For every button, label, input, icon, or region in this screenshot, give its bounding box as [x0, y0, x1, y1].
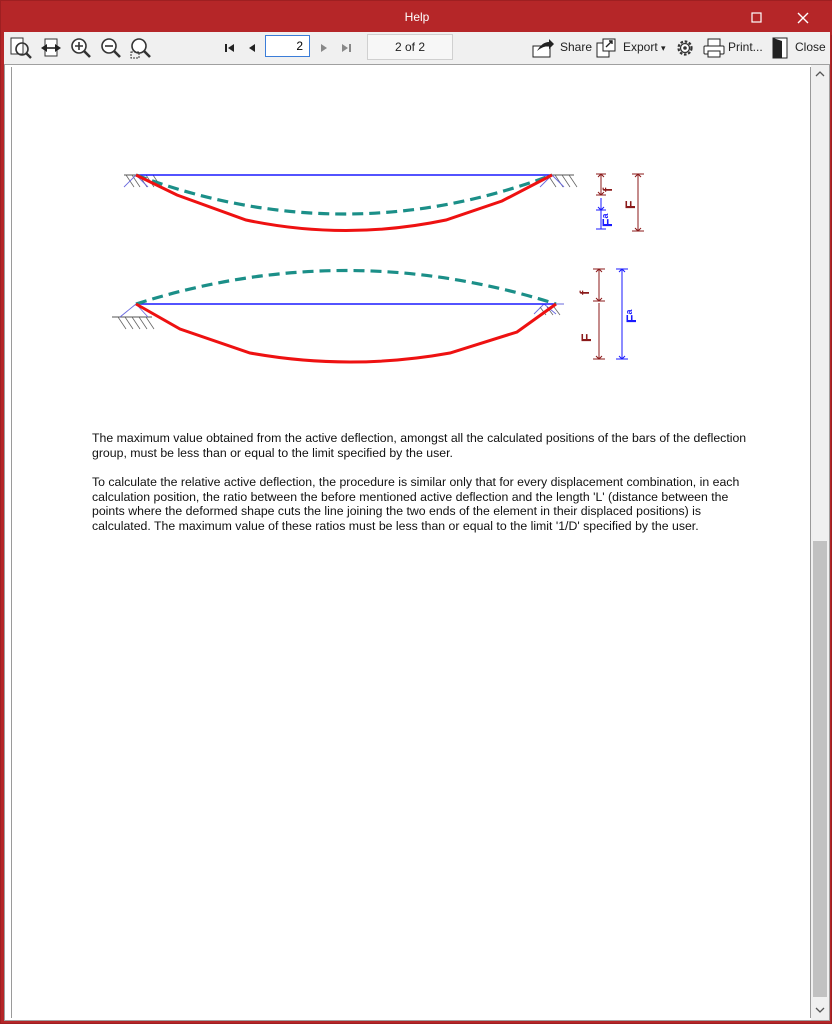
total-deflection-curve: [136, 175, 552, 231]
zoom-width-button[interactable]: [38, 35, 64, 61]
label-F: F: [622, 200, 638, 209]
window-title: Help: [404, 10, 430, 24]
paragraph-relative-deflection: To calculate the relative active deflection, the procedure is similar only that for every displacement combination, in each calculation position, the ratio between the before mentioned active deflection and the length 'L' (distance between the points where the deformed shape cuts the line joining the two ends of the element in their displaced positions) is calculated. The maximum value of these ratios must be less than or equal to the limit '1/D' specified by the user.: [92, 475, 740, 533]
scroll-down-icon: [811, 1001, 829, 1019]
chevron-down-icon: ▾: [661, 43, 666, 53]
scroll-up-icon: [811, 65, 829, 83]
label-f: f: [600, 187, 615, 192]
label-Fa: $F^a$: [623, 309, 639, 323]
page-number-input[interactable]: [265, 35, 310, 57]
zoom-in-icon: [69, 36, 93, 60]
figure-downward-deflection: [124, 174, 644, 231]
page-count-display: 2 of 2: [367, 34, 453, 60]
first-page-icon: [224, 42, 236, 54]
title-bar: [1, 1, 832, 35]
previous-page-button[interactable]: [243, 37, 261, 59]
maximize-icon: [751, 12, 763, 24]
label-F: F: [578, 333, 594, 342]
share-icon-button[interactable]: [530, 35, 556, 61]
figure-upward-active-deflection: [112, 269, 639, 362]
scrollbar-thumb[interactable]: [813, 541, 827, 997]
close-window-button[interactable]: [780, 1, 826, 35]
paragraph-active-deflection: The maximum value obtained from the active deflection, amongst all the calculated positions of the bars of the deflection group, must be less than or equal to the limit specified by the user.: [92, 431, 747, 460]
first-page-button[interactable]: [221, 37, 239, 59]
zoom-region-button[interactable]: [128, 35, 154, 61]
previous-page-icon: [246, 42, 258, 54]
last-page-icon: [340, 42, 352, 54]
export-icon-button[interactable]: [593, 35, 619, 61]
deflection-diagram: [12, 67, 810, 387]
zoom-in-button[interactable]: [68, 35, 94, 61]
vertical-scrollbar[interactable]: [811, 65, 829, 1020]
close-button[interactable]: Close: [795, 40, 826, 54]
zoom-page-icon: [9, 36, 33, 60]
export-button[interactable]: [623, 40, 666, 54]
document-page: [11, 67, 811, 1018]
zoom-region-icon: [129, 36, 153, 60]
print-button[interactable]: Print...: [728, 40, 763, 54]
settings-button[interactable]: [672, 35, 698, 61]
total-deflection-curve: [136, 304, 556, 362]
printer-icon: [702, 36, 726, 60]
document-viewer[interactable]: [4, 64, 830, 1021]
zoom-width-icon: [39, 36, 63, 60]
gear-icon: [674, 37, 696, 59]
print-icon-button[interactable]: [701, 35, 727, 61]
door-exit-icon: [769, 36, 793, 60]
label-Fa: $F^a$: [599, 213, 615, 227]
next-page-button[interactable]: [315, 37, 333, 59]
active-deflection-curve: [136, 271, 556, 305]
maximize-button[interactable]: [734, 1, 780, 35]
toolbar: [4, 32, 830, 65]
next-page-icon: [318, 42, 330, 54]
share-icon: [530, 36, 556, 60]
export-label: Export: [623, 40, 658, 54]
active-deflection-curve: [136, 175, 552, 214]
export-icon: [594, 36, 618, 60]
zoom-out-button[interactable]: [98, 35, 124, 61]
zoom-page-button[interactable]: [8, 35, 34, 61]
share-button[interactable]: Share: [560, 40, 593, 54]
last-page-button[interactable]: [337, 37, 355, 59]
close-icon: [797, 12, 809, 24]
close-icon-button[interactable]: [768, 35, 794, 61]
label-f: f: [577, 290, 592, 295]
zoom-out-icon: [99, 36, 123, 60]
